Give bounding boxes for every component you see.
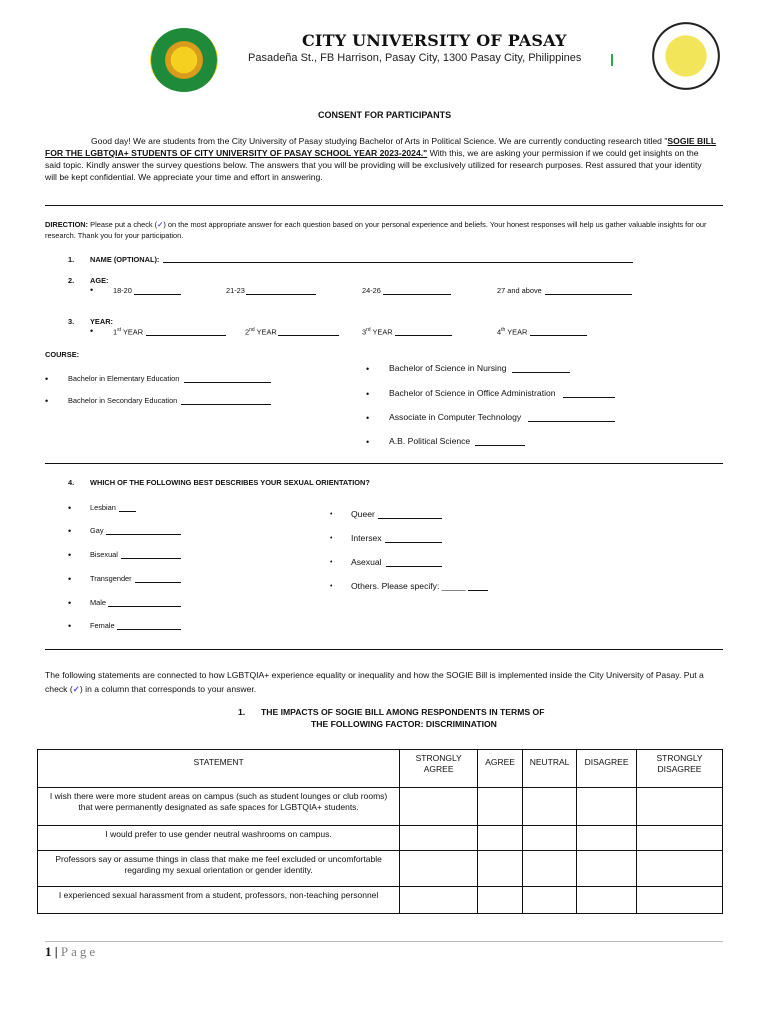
orientation-queer-field[interactable]	[378, 510, 442, 519]
statements-intro	[45, 668, 725, 696]
course-option-office-admin: Bachelor of Science in Office Administration	[389, 388, 556, 398]
direction-text-c: research. Thank you for your participation.	[45, 231, 184, 240]
consent-paragraph	[45, 135, 723, 183]
check-icon: ✓	[157, 220, 164, 229]
university-address: Pasadeña St., FB Harrison, Pasay City, 1300 Pasay City, Philippines	[248, 52, 582, 64]
age-27-above-field[interactable]	[545, 286, 632, 295]
divider	[45, 463, 723, 464]
bullet: •	[330, 535, 333, 542]
course-polsci-field[interactable]	[475, 437, 525, 446]
year-option-4: 4th YEAR	[497, 327, 528, 337]
q2-number: 2.	[68, 276, 75, 285]
orientation-bisexual-field[interactable]	[121, 550, 181, 559]
q4-label: WHICH OF THE FOLLOWING BEST DESCRIBES YOUR SEXUAL ORIENTATION?	[90, 478, 370, 487]
direction	[45, 219, 725, 241]
orientation-option-bisexual: Bisexual	[90, 550, 118, 559]
age-24-26-field[interactable]	[383, 286, 451, 295]
year-option-1: 1st YEAR	[113, 327, 144, 337]
header-agree: AGREE	[478, 750, 523, 788]
check-icon: ✓	[72, 684, 80, 694]
orientation-male-field[interactable]	[108, 598, 181, 607]
response-cell[interactable]	[577, 788, 637, 826]
footer-rule	[45, 941, 723, 942]
bullet: •	[330, 583, 333, 590]
response-cell[interactable]	[478, 851, 523, 887]
course-office-admin-field[interactable]	[563, 389, 615, 398]
course-act-field[interactable]	[528, 413, 615, 422]
statement-text: Professors say or assume things in class that make me feel excluded or uncomfortable regarding my sexual orientation or gender identity.	[38, 851, 400, 887]
age-option-18-20: 18-20	[113, 286, 132, 295]
statements-intro-c: ) in a column that corresponds to your answer.	[79, 684, 257, 694]
response-cell[interactable]	[637, 851, 723, 887]
table-row	[38, 826, 723, 851]
q4-number: 4.	[68, 478, 75, 487]
orientation-option-gay: Gay	[90, 526, 104, 535]
response-cell[interactable]	[577, 826, 637, 851]
university-name: CITY UNIVERSITY OF PASAY	[302, 31, 567, 50]
bullet: •	[45, 374, 49, 384]
section-title-line2: THE FOLLOWING FACTOR: DISCRIMINATION	[311, 719, 497, 729]
course-option-sec-ed: Bachelor in Secondary Education	[68, 396, 178, 405]
bullet: •	[366, 437, 370, 447]
statement-text: I experienced sexual harassment from a student, professors, non-teaching personnel	[38, 887, 400, 914]
direction-text-b: ) on the most appropriate answer for each question based on your personal experience and beliefs. Your honest responses will help us gather valuable insights for our	[163, 220, 707, 229]
bullet: •	[68, 621, 72, 631]
orientation-option-male: Male	[90, 598, 107, 607]
header-statement: STATEMENT	[38, 750, 400, 788]
orientation-asexual-field[interactable]	[386, 558, 442, 567]
university-seal-right	[650, 20, 722, 92]
orientation-lesbian-field[interactable]	[119, 503, 136, 512]
orientation-female-field[interactable]	[117, 621, 181, 630]
orientation-gay-field[interactable]	[106, 526, 181, 535]
header-mark	[611, 54, 613, 66]
age-21-23-field[interactable]	[246, 286, 316, 295]
q1-label: NAME (OPTIONAL):	[90, 255, 160, 264]
response-cell[interactable]	[523, 887, 577, 914]
divider	[45, 205, 723, 206]
research-title-b: FOR THE LGBTQIA+ STUDENTS OF CITY UNIVERSITY OF PASAY SCHOOL YEAR 2023-2024."	[45, 148, 428, 158]
bullet: •	[68, 598, 72, 608]
course-option-act: Associate in Computer Technology	[389, 412, 522, 422]
year-option-3: 3rd YEAR	[362, 327, 393, 337]
response-cell[interactable]	[400, 887, 478, 914]
header-neutral: NEUTRAL	[523, 750, 577, 788]
consent-text-2: With this, we are asking your permission if we could get insights on the	[427, 148, 699, 158]
bullet: •	[330, 559, 333, 566]
response-cell[interactable]	[400, 788, 478, 826]
consent-text-3: said topic. Kindly answer the survey questions below. The answers that you will be providing will be exclusively utilized for research purposes. Rest assured that your identity	[45, 160, 702, 170]
year-4-field[interactable]	[530, 327, 587, 336]
page-label: Page	[60, 944, 99, 959]
bullet: •	[68, 550, 72, 560]
consent-title: CONSENT FOR PARTICIPANTS	[318, 110, 452, 120]
orientation-option-female: Female	[90, 621, 115, 630]
page-footer	[45, 944, 98, 960]
course-sec-ed-field[interactable]	[181, 396, 271, 405]
table-row	[38, 887, 723, 914]
year-2-field[interactable]	[278, 327, 339, 336]
response-cell[interactable]	[577, 887, 637, 914]
response-cell[interactable]	[400, 851, 478, 887]
orientation-option-asexual: Asexual	[351, 557, 382, 567]
research-title-a: SOGIE BILL	[667, 136, 717, 146]
statements-intro-b: check (	[45, 684, 73, 694]
section-title-line1: THE IMPACTS OF SOGIE BILL AMONG RESPONDENTS IN TERMS OF	[261, 707, 545, 717]
bullet: •	[68, 526, 72, 536]
bullet: •	[68, 503, 72, 513]
response-cell[interactable]	[637, 788, 723, 826]
response-cell[interactable]	[478, 788, 523, 826]
bullet: •	[366, 389, 370, 399]
bullet: •	[90, 285, 94, 295]
orientation-transgender-field[interactable]	[135, 574, 181, 583]
q3-label: YEAR:	[90, 317, 113, 326]
course-option-nursing: Bachelor of Science in Nursing	[389, 363, 507, 373]
q3-number: 3.	[68, 317, 75, 326]
statement-text: I would prefer to use gender neutral washrooms on campus.	[38, 826, 400, 851]
statement-text: I wish there were more student areas on campus (such as student lounges or club rooms) that were permanently designated as safe spaces for LGBTQIA+ students.	[38, 788, 400, 826]
university-seal-left	[150, 28, 218, 92]
response-cell[interactable]	[400, 826, 478, 851]
bullet: •	[330, 511, 333, 518]
header-strongly-agree: STRONGLY AGREE	[400, 750, 478, 788]
course-option-polsci: A.B. Political Science	[389, 436, 471, 446]
orientation-option-transgender: Transgender	[90, 574, 132, 583]
orientation-option-lesbian: Lesbian	[90, 503, 116, 512]
header-strongly-disagree: STRONGLY DISAGREE	[637, 750, 723, 788]
orientation-option-queer: Queer	[351, 509, 375, 519]
response-cell[interactable]	[523, 851, 577, 887]
orientation-intersex-field[interactable]	[385, 534, 442, 543]
year-1-field[interactable]	[146, 327, 226, 336]
consent-text-1: Good day! We are students from the City University of Pasay studying Bachelor of Arts in Political Science. We are currently conducting research titled "	[91, 136, 668, 146]
section-number: 1.	[238, 707, 246, 717]
age-18-20-field[interactable]	[134, 286, 181, 295]
likert-table	[37, 749, 723, 914]
response-cell[interactable]	[577, 851, 637, 887]
year-option-2: 2nd YEAR	[245, 327, 277, 337]
course-option-elem-ed: Bachelor in Elementary Education	[68, 374, 180, 383]
page-number: 1	[45, 944, 52, 959]
page-separator: |	[54, 944, 58, 959]
response-cell[interactable]	[523, 788, 577, 826]
course-label: COURSE:	[45, 350, 80, 359]
year-3-field[interactable]	[395, 327, 452, 336]
q2-label: AGE:	[90, 276, 109, 285]
response-cell[interactable]	[478, 826, 523, 851]
orientation-others-field[interactable]	[468, 582, 488, 591]
bullet: •	[45, 396, 49, 406]
bullet: •	[366, 413, 370, 423]
response-cell[interactable]	[637, 826, 723, 851]
response-cell[interactable]	[637, 887, 723, 914]
age-option-21-23: 21-23	[226, 286, 245, 295]
table-row	[38, 788, 723, 826]
name-field[interactable]	[163, 254, 633, 263]
statements-intro-a: The following statements are connected to how LGBTQIA+ experience equality or inequality and how the SOGIE Bill is implemented inside the City University of Pasay. Put a	[45, 670, 704, 680]
response-cell[interactable]	[523, 826, 577, 851]
header-disagree: DISAGREE	[577, 750, 637, 788]
response-cell[interactable]	[478, 887, 523, 914]
direction-label: DIRECTION:	[45, 220, 89, 229]
bullet: •	[366, 364, 370, 374]
consent-text-4: will be kept confidential. We appreciate your time and effort in answering.	[45, 172, 323, 182]
divider	[45, 649, 723, 650]
age-option-24-26: 24-26	[362, 286, 381, 295]
orientation-option-others: Others. Please specify: _____	[351, 581, 466, 591]
bullet: •	[90, 326, 94, 336]
orientation-option-intersex: Intersex	[351, 533, 382, 543]
table-row	[38, 851, 723, 887]
course-elem-ed-field[interactable]	[184, 374, 271, 383]
q1-number: 1.	[68, 255, 75, 264]
age-option-27-above: 27 and above	[497, 286, 542, 295]
course-nursing-field[interactable]	[512, 364, 570, 373]
bullet: •	[68, 574, 72, 584]
direction-text-a: Please put a check (	[88, 220, 158, 229]
